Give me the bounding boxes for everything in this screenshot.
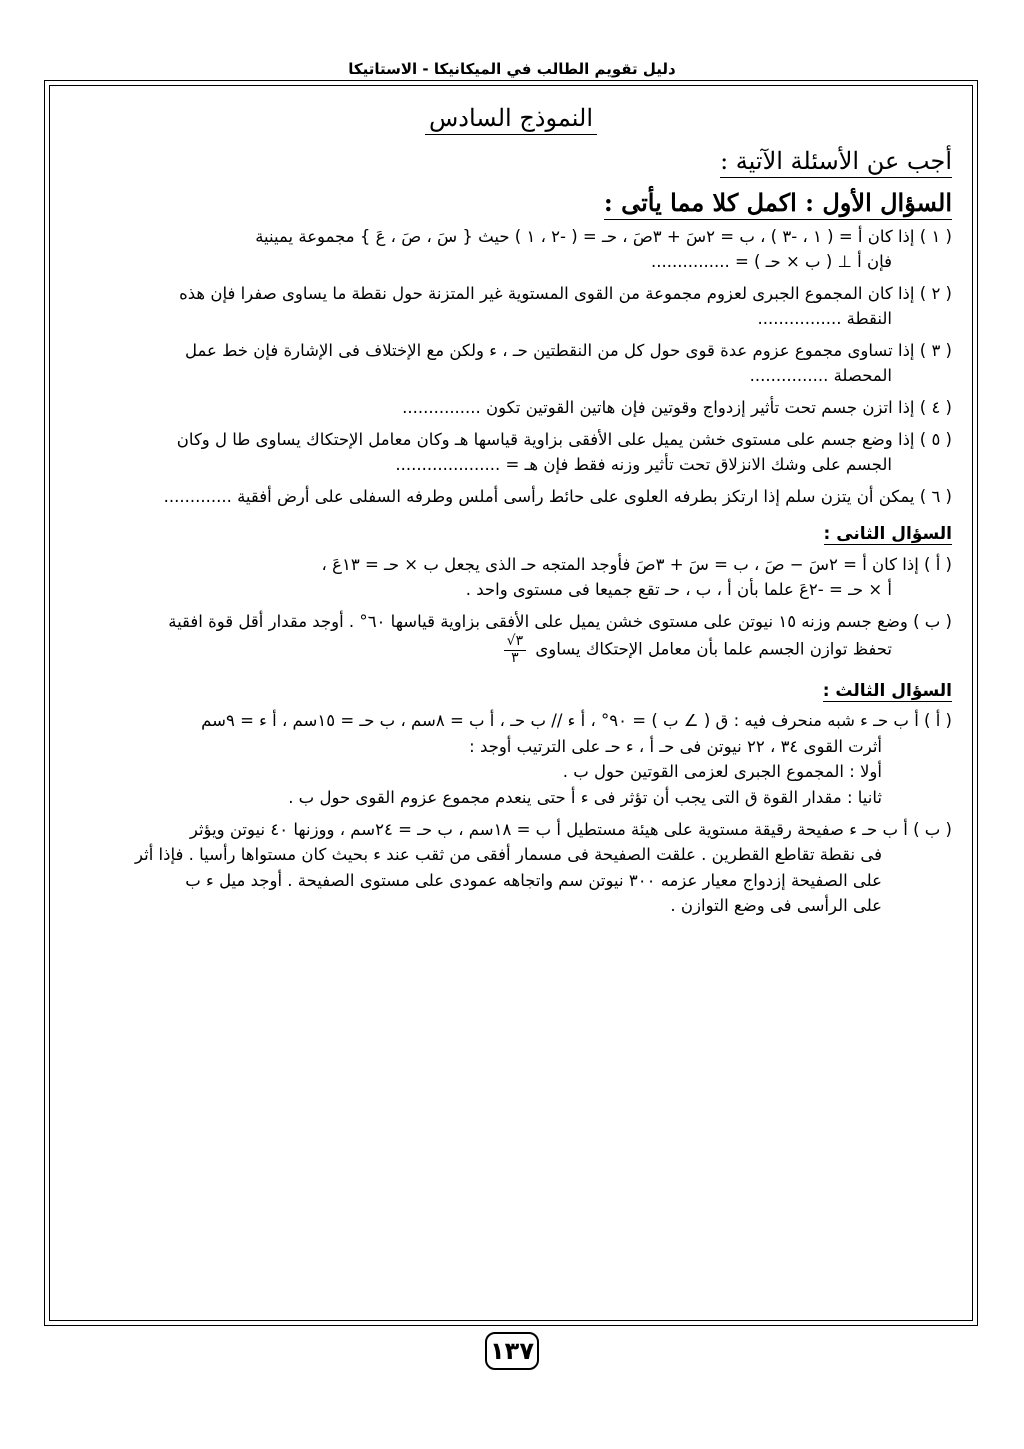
q1-item-4: ( ٤ ) إذا اتزن جسم تحت تأثير إزدواج وقوتين فإن هاتين القوتين تكون ............... [402, 397, 952, 417]
friction-fraction: ٣√ ٣ [504, 634, 526, 666]
q2-item-b: ( ب ) وضع جسم وزنه ١٥ نيوتن على مستوى خشن يميل على الأفقى بزاوية قياسها ٦٠° . أوجد مقدار أقل قوة افقية تحفظ توازن الجسم علما بأن معامل الإحتكاك يساوى ٣√ ٣ [168, 611, 952, 666]
running-header: دليل تقويم الطالب في الميكانيكا - الاستاتيكا [348, 60, 676, 78]
q1-item-6: ( ٦ ) يمكن أن يتزن سلم إذا ارتكز بطرفه العلوى على حائط رأسى أملس وطرفه السفلى على أرض أفقية ............. [163, 486, 952, 506]
instruction: أجب عن الأسئلة الآتية : [70, 143, 952, 180]
q3-item-b: ( ب ) أ ب حـ ء صفيحة رقيقة مستوية على هيئة مستطيل أ ب = ١٨سم ، ب حـ = ٢٤سم ، ووزنها ٤٠ نيوتن ويؤثر فى نقطة تقاطع القطرين . علقت الصفيحة فى مسمار أفقى من ثقب عند ء بحيث كان مستواها رأسيا . فإذا أثر على الصفيحة إزدواج معيار عزمه ٣٠٠ نيوتن سم واتجاهه عمودى على مستوى الصفيحة . أوجد ميل ء ب على الرأسى فى وضع التوازن . [135, 819, 952, 916]
q1-item-1: ( ١ ) إذا كان أ = ( ١ ، -٣ ) ، ب = ٢سَ + ٣صَ ، حـ = ( -٢ ، ١ ) حيث { سَ ، صَ ، عَ } مجموعة يمينية فإن أ ⊥ ( ب × حـ ) = ............... [255, 226, 952, 272]
question-1-heading: السؤال الأول : اكمل كلا مما يأتى : [70, 184, 952, 221]
q1-item-3: ( ٣ ) إذا تساوى مجموع عزوم عدة قوى حول كل من النقطتين حـ ، ء ولكن مع الإختلاف فى الإشارة فإن خط عمل المحصلة ............... [185, 340, 952, 386]
q1-item-5: ( ٥ ) إذا وضع جسم على مستوى خشن يميل على الأفقى بزاوية قياسها هـ وكان معامل الإحتكاك يساوى طا ل وكان الجسم على وشك الانزلاق تحت تأثير وزنه فقط فإن هـ = .................... [176, 429, 952, 475]
question-2-heading: السؤال الثانى : [823, 524, 952, 545]
q3-item-a: ( أ ) أ ب حـ ء شبه منحرف فيه : ق ( ∠ ب ) = ٩٠° ، أ ء // ب حـ ، أ ب = ٨سم ، ب حـ = ١٥سم ، أ ء = ٩سم أثرت القوى ٣٤ ، ٢٢ نيوتن فى حـ أ ، ء حـ على الترتيب أوجد : أولا : المجموع الجبرى لعزمى القوتين حول ب . ثانيا : مقدار القوة ق التى يجب أن تؤثر فى ء أ حتى ينعدم مجموع عزوم القوى حول ب . [201, 711, 952, 808]
q1-item-2: ( ٢ ) إذا كان المجموع الجبرى لعزوم مجموعة من القوى المستوية غير المتزنة حول نقطة ما يساوى صفرا فإن هذه النقطة ................ [179, 283, 952, 329]
model-title: النموذج السادس [70, 100, 952, 137]
exam-content [70, 100, 952, 925]
page-number: ١٣٧ [485, 1332, 539, 1370]
q2-item-a: ( أ ) إذا كان أ = ٢سَ − صَ ، ب = سَ + ٣صَ فأوجد المتجه حـ الذى يجعل ب × حـ = ١٣عَ ، أ × حـ = -٢عَ علما بأن أ ، ب ، حـ تقع جميعا فى مستوى واحد . [321, 554, 952, 600]
question-3-heading: السؤال الثالث : [822, 681, 952, 701]
